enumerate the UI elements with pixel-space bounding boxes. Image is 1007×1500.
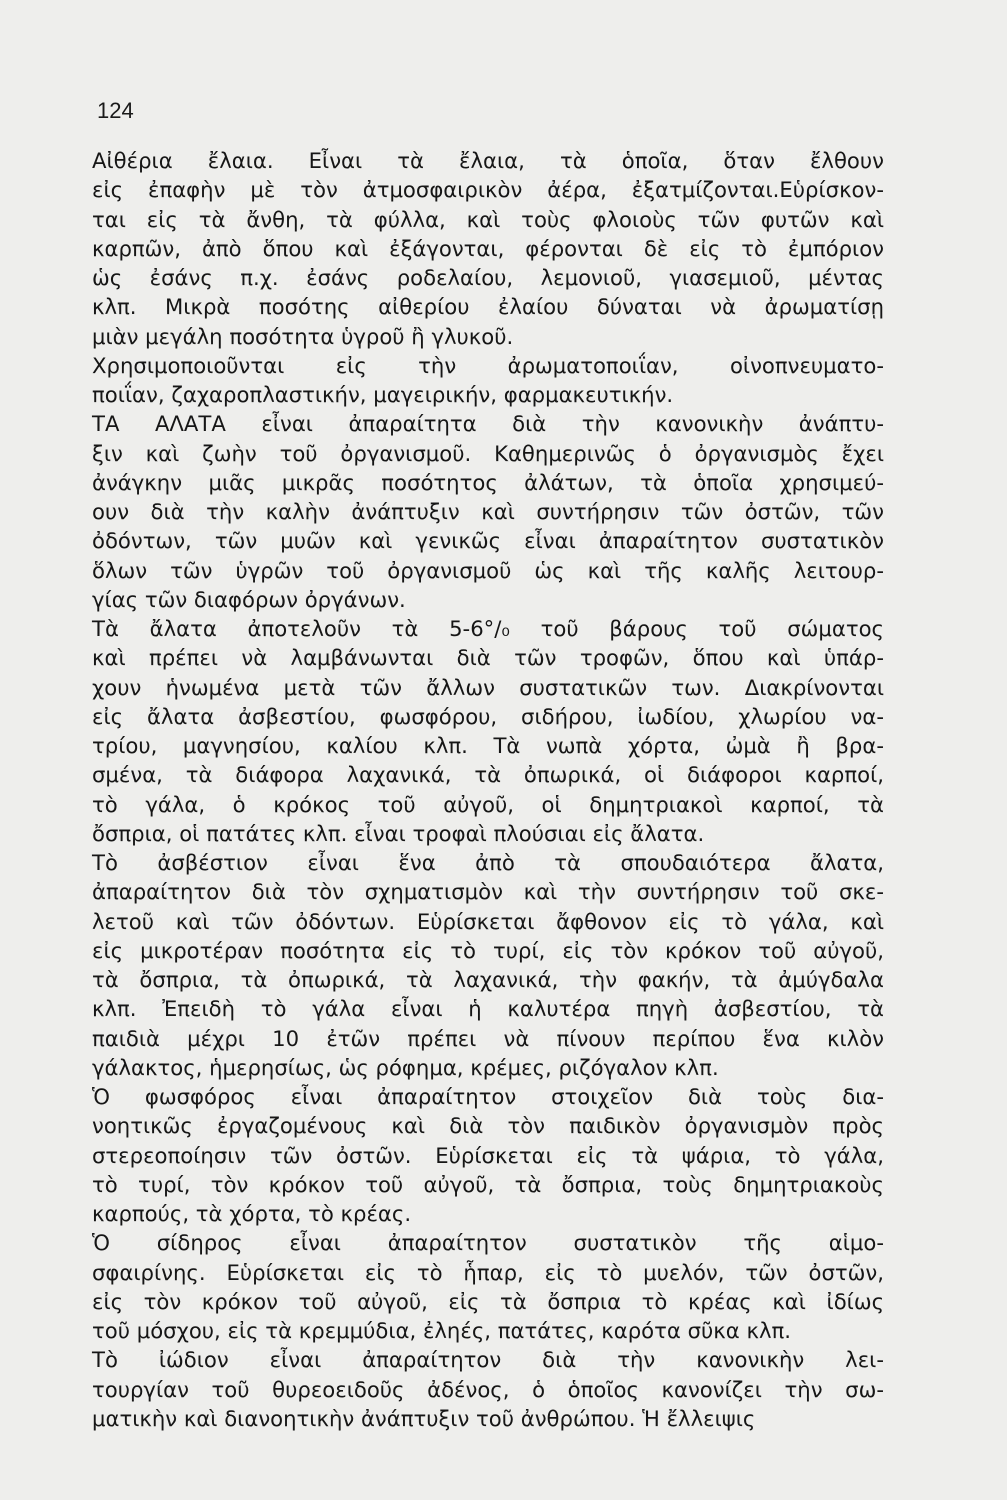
- text-line: ται εἰς τὰ ἄνθη, τὰ φύλλα, καὶ τοὺς φλοιοὺς τῶν φυτῶν καὶ: [92, 206, 884, 232]
- text-line: ξιν καὶ ζωὴν τοῦ ὀργανισμοῦ. Καθημερινῶς ὁ ὀργανισμὸς ἔχει: [92, 440, 884, 466]
- paragraph: [92, 848, 884, 1082]
- text-line: ὅλων τῶν ὑγρῶν τοῦ ὀργανισμοῦ ὡς καὶ τῆς καλῆς λειτουρ-: [92, 557, 884, 583]
- text-line: τοῦ μόσχου, εἰς τὰ κρεμμύδια, ἐληές, πατάτες, καρότα σῦκα κλπ.: [92, 1318, 791, 1343]
- text-line: νοητικῶς ἐργαζομένους καὶ διὰ τὸν παιδικὸν ὀργανισμὸν πρὸς: [92, 1113, 884, 1139]
- text-line: εἰς μικροτέραν ποσότητα εἰς τὸ τυρί, εἰς τὸν κρόκον τοῦ αὐγοῦ,: [92, 937, 884, 963]
- text-line: τουργίαν τοῦ θυρεοειδοῦς ἀδένος, ὁ ὁποῖος κανονίζει τὴν σω-: [92, 1376, 884, 1402]
- text-line: ἀνάγκην μιᾶς μικρᾶς ποσότητος ἀλάτων, τὰ ὁποῖα χρησιμεύ-: [92, 469, 884, 495]
- text-line: καὶ πρέπει νὰ λαμβάνωνται διὰ τῶν τροφῶν, ὅπου καὶ ὑπάρ-: [92, 645, 884, 671]
- paragraph: [92, 614, 884, 848]
- text-line: ὄσπρια, οἱ πατάτες κλπ. εἶναι τροφαὶ πλούσιαι εἰς ἄλατα.: [92, 820, 705, 846]
- text-line: σφαιρίνης. Εὑρίσκεται εἰς τὸ ἧπαρ, εἰς τὸ μυελόν, τῶν ὀστῶν,: [92, 1259, 884, 1285]
- text-line: παιδιὰ μέχρι 10 ἐτῶν πρέπει νὰ πίνουν περίπου ἕνα κιλὸν: [92, 1025, 884, 1051]
- text-line: Ὁ φωσφόρος εἶναι ἀπαραίτητον στοιχεῖον διὰ τοὺς δια-: [92, 1084, 884, 1109]
- text-line: κλπ. Μικρὰ ποσότης αἰθερίου ἐλαίου δύναται νὰ ἀρωματίσῃ: [92, 294, 884, 320]
- text-line: ὡς ἐσάνς π.χ. ἐσάνς ροδελαίου, λεμονιοῦ, γιασεμιοῦ, μέντας: [92, 265, 884, 290]
- text-line: Ὁ σίδηρος εἶναι ἀπαραίτητον συστατικὸν τῆς αἱμο-: [92, 1230, 884, 1256]
- page-number: 124: [97, 98, 134, 123]
- text-line: καρπῶν, ἀπὸ ὅπου καὶ ἐξάγονται, φέρονται δὲ εἰς τὸ ἐμπόριον: [92, 235, 884, 261]
- text-line: καρπούς, τὰ χόρτα, τὸ κρέας.: [92, 1201, 412, 1226]
- text-line: χουν ἡνωμένα μετὰ τῶν ἄλλων συστατικῶν των. Διακρίνονται: [92, 674, 884, 700]
- text-line: Τὸ ἰώδιον εἶναι ἀπαραίτητον διὰ τὴν κανονικὴν λει-: [92, 1347, 884, 1373]
- paragraph: [92, 1345, 884, 1433]
- text-line: Τὰ ἄλατα ἀποτελοῦν τὰ 5-6°/₀ τοῦ βάρους τοῦ σώματος: [92, 616, 884, 641]
- paragraph: [92, 409, 884, 614]
- text-line: σμένα, τὰ διάφορα λαχανικά, τὰ ὀπωρικά, οἱ διάφοροι καρποί,: [92, 762, 884, 788]
- text-line: κλπ. Ἐπειδὴ τὸ γάλα εἶναι ἡ καλυτέρα πηγὴ ἀσβεστίου, τὰ: [92, 996, 884, 1022]
- text-line: τὸ γάλα, ὁ κρόκος τοῦ αὐγοῦ, οἱ δημητριακοὶ καρποί, τὰ: [92, 791, 884, 817]
- paragraph: [92, 146, 884, 351]
- text-line: Χρησιμοποιοῦνται εἰς τὴν ἀρωματοποιΐαν, οἰνοπνευματο-: [92, 352, 884, 378]
- text-line: στερεοποίησιν τῶν ὀστῶν. Εὑρίσκεται εἰς τὰ ψάρια, τὸ γάλα,: [92, 1142, 884, 1168]
- text-line: τὰ ὄσπρια, τὰ ὀπωρικά, τὰ λαχανικά, τὴν φακήν, τὰ ἀμύγδαλα: [92, 967, 884, 992]
- text-line: τὸ τυρί, τὸν κρόκον τοῦ αὐγοῦ, τὰ ὄσπρια, τοὺς δημητριακοὺς: [92, 1171, 884, 1197]
- text-line: ματικὴν καὶ διανοητικὴν ἀνάπτυξιν τοῦ ἀνθρώπου. Ἡ ἔλλειψις: [92, 1405, 756, 1431]
- text-line: τρίου, μαγνησίου, καλίου κλπ. Τὰ νωπὰ χόρτα, ὠμὰ ἢ βρα-: [92, 733, 884, 758]
- text-line: ΤΑ ΑΛΑΤΑ εἶναι ἀπαραίτητα διὰ τὴν κανονικὴν ἀνάπτυ-: [92, 411, 884, 437]
- text-line: Τὸ ἀσβέστιον εἶναι ἕνα ἀπὸ τὰ σπουδαιότερα ἄλατα,: [92, 850, 884, 875]
- text-line: λετοῦ καὶ τῶν ὀδόντων. Εὑρίσκεται ἄφθονον εἰς τὸ γάλα, καὶ: [92, 908, 884, 934]
- paragraph: [92, 1082, 884, 1228]
- text-line: ποιΐαν, ζαχαροπλαστικήν, μαγειρικήν, φαρμακευτικήν.: [92, 382, 674, 407]
- text-line: εἰς ἄλατα ἀσβεστίου, φωσφόρου, σιδήρου, ἰωδίου, χλωρίου να-: [92, 703, 884, 729]
- paragraph: [92, 351, 884, 410]
- text-line: Αἰθέρια ἔλαια. Εἶναι τὰ ἔλαια, τὰ ὁποῖα, ὅταν ἔλθουν: [92, 148, 884, 173]
- text-line: ουν διὰ τὴν καλὴν ἀνάπτυξιν καὶ συντήρησιν τῶν ὀστῶν, τῶν: [92, 499, 884, 524]
- text-line: ὀδόντων, τῶν μυῶν καὶ γενικῶς εἶναι ἀπαραίτητον συστατικὸν: [92, 528, 884, 554]
- text-line: μιὰν μεγάλη ποσότητα ὑγροῦ ἢ γλυκοῦ.: [92, 323, 514, 349]
- text-line: ἀπαραίτητον διὰ τὸν σχηματισμὸν καὶ τὴν συντήρησιν τοῦ σκε-: [92, 879, 884, 905]
- text-line: εἰς ἐπαφὴν μὲ τὸν ἀτμοσφαιρικὸν ἀέρα, ἐξατμίζονται.Εὑρίσκον-: [92, 177, 884, 203]
- text-line: γίας τῶν διαφόρων ὀργάνων.: [92, 586, 406, 612]
- paragraph: [92, 1228, 884, 1345]
- text-line: γάλακτος, ἡμερησίως, ὡς ρόφημα, κρέμες, ριζόγαλον κλπ.: [92, 1054, 719, 1080]
- text-line: εἰς τὸν κρόκον τοῦ αὐγοῦ, εἰς τὰ ὄσπρια τὸ κρέας καὶ ἰδίως: [92, 1288, 884, 1314]
- page-body-text: [92, 146, 884, 1433]
